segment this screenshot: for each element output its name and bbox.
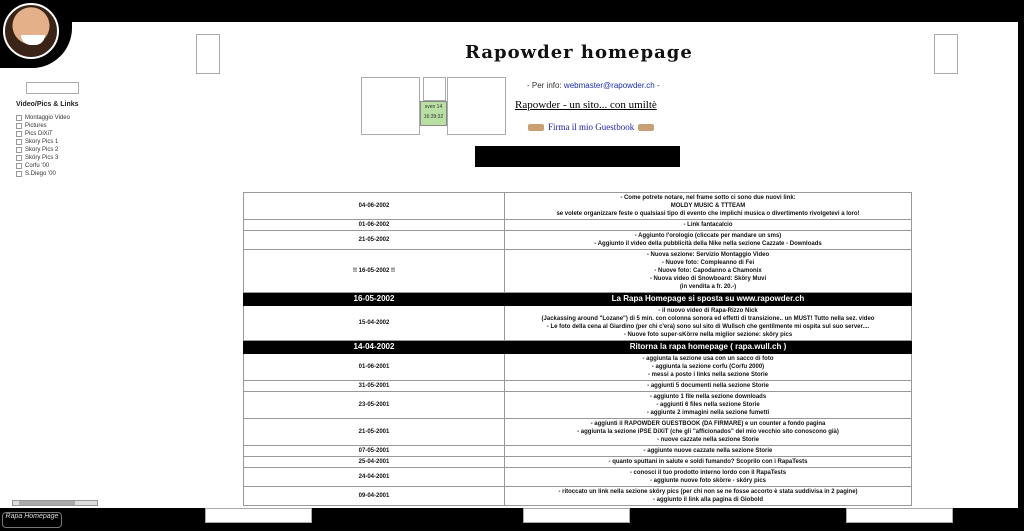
news-line: - Come potrete notare, nel frame sotto ci sono due nuovi link: — [620, 195, 796, 201]
nav-banner-image — [26, 82, 79, 94]
link-icon — [16, 155, 22, 161]
left-frame — [0, 22, 100, 508]
news-line: (Jackassing around "Lozane") di 5 min. con colonna sonora ed effetti di transizione.. un MUST! Tutto nella sez. video — [541, 316, 875, 322]
contact-info: - Per info: webmaster@rapowder.ch - — [527, 81, 660, 90]
news-row — [244, 487, 912, 506]
email-link[interactable]: webmaster@rapowder.ch — [563, 81, 655, 90]
news-date: 09-04-2001 — [244, 487, 505, 506]
news-line: - aggiunti il RAPOWDER GUESTBOOK (DA FIRMARE) e un counter a fondo pagina — [590, 421, 826, 427]
nav-link[interactable]: Skory Pics 1 — [16, 138, 70, 146]
news-date: 14-04-2002 — [244, 341, 505, 354]
nav-link[interactable]: Sköry Pics 3 — [16, 154, 70, 162]
news-row — [244, 250, 912, 293]
link-icon — [16, 123, 22, 129]
news-line: MOLDY MUSIC & TTTEAM — [670, 203, 746, 209]
nav-link[interactable]: Pics DiXiT — [16, 130, 70, 138]
news-line: - Nuove foto: Compleanno di Fei — [661, 260, 755, 266]
news-line: se volete organizzare feste o qualsiasi tipo di evento che implichi musica o divertimento rivolgetevi a loro! — [556, 211, 860, 217]
news-text — [505, 231, 912, 250]
news-line: - aggiunti 5 documenti nella sezione Storie — [647, 383, 769, 389]
top-frame-bar — [0, 0, 1024, 22]
news-date: 04-06-2002 — [244, 193, 505, 220]
news-row — [244, 419, 912, 446]
news-date: !! 16-05-2002 !! — [244, 250, 505, 293]
news-line: - aggiunti 6 files nella sezione Storie — [656, 402, 760, 408]
avatar — [3, 3, 59, 59]
news-date: 15-04-2002 — [244, 306, 505, 341]
link-icon — [16, 147, 22, 153]
clock-widget[interactable]: sven 14 16:39:32 — [420, 101, 447, 126]
news-text — [505, 419, 912, 446]
photo-placeholder — [423, 77, 446, 101]
news-text: Ritorna la rapa homepage ( rapa.wull.ch ) — [505, 341, 912, 354]
banner-image-left — [196, 34, 220, 74]
news-text — [505, 306, 912, 341]
news-row — [244, 381, 912, 392]
news-text — [505, 487, 912, 506]
news-line: - Aggiunto il video della pubblicità della Nike nella sezione Cazzate - Downloads — [594, 241, 822, 247]
news-row — [244, 220, 912, 231]
news-text — [505, 457, 912, 468]
news-line: - aggiunto il link alla pagina di Giobold — [652, 497, 763, 503]
link-icon — [16, 115, 22, 121]
news-line: - Aggiunto l'orologio (cliccate per mandare un sms) — [634, 233, 782, 239]
news-line: - Le foto della cena al Giardino (per chi c'era) sono sul sito di Wullsch che gentilmente mi ospita sul suo server.... — [546, 324, 870, 330]
page-title: Rapowder homepage — [465, 42, 693, 63]
news-line: - aggiunte nuove cazzate nella sezione Storie — [643, 448, 773, 454]
news-section-header — [244, 341, 912, 354]
news-line: - aggiunte 2 immagini nella sezione fumetti — [646, 410, 770, 416]
news-text — [505, 220, 912, 231]
right-frame-edge — [1018, 22, 1024, 508]
news-text — [505, 468, 912, 487]
bottom-link-image[interactable] — [523, 508, 630, 523]
rapa-logo: Rapa Homepage — [2, 512, 62, 528]
news-text — [505, 354, 912, 381]
nav-link[interactable]: Pictures — [16, 122, 70, 130]
news-date: 21-05-2002 — [244, 231, 505, 250]
news-row — [244, 231, 912, 250]
news-row — [244, 446, 912, 457]
news-line: - il nuovo video di Rapa-Rizzo Nick — [658, 308, 758, 314]
link-icon — [16, 163, 22, 169]
nav-link[interactable]: S.Diego '00 — [16, 170, 70, 178]
news-text — [505, 250, 912, 293]
guestbook-icon — [638, 124, 654, 131]
news-line: - aggiunta la sezione iPSE DiXiT (che gli "afficionados" del mio vecchio sito conoscono già) — [577, 429, 839, 435]
news-line: - Nuove foto super-sKörre nella miglior sezione: sköry pics — [623, 332, 793, 338]
news-line: (in vendita a fr. 20.-) — [679, 284, 737, 290]
news-section-header — [244, 293, 912, 306]
nav-link[interactable]: Skory Pics 2 — [16, 146, 70, 154]
news-date: 25-04-2001 — [244, 457, 505, 468]
news-date: 01-06-2001 — [244, 354, 505, 381]
news-date: 07-05-2001 — [244, 446, 505, 457]
news-date: 01-06-2002 — [244, 220, 505, 231]
news-line: - Nuova video di Snowboard: Sköry Muvi — [649, 276, 767, 282]
link-icon — [16, 131, 22, 137]
link-icon — [16, 139, 22, 145]
photo-placeholder — [361, 77, 420, 135]
nav-link[interactable]: Corfu '00 — [16, 162, 70, 170]
nav-title: Video/Pics & Links — [16, 101, 79, 108]
nav-link[interactable]: Montaggio Video — [16, 114, 70, 122]
bottom-link-image[interactable] — [205, 508, 312, 523]
news-text — [505, 446, 912, 457]
guestbook-icon — [528, 124, 544, 131]
news-line: - conosci il tuo prodotto interno lordo con il RapaTests — [629, 470, 787, 476]
news-row — [244, 306, 912, 341]
news-line: - aggiunto 1 file nella sezione downloads — [649, 394, 767, 400]
news-date: 24-04-2001 — [244, 468, 505, 487]
news-row — [244, 468, 912, 487]
news-row — [244, 392, 912, 419]
nav-list — [16, 114, 70, 178]
news-date: 21-05-2001 — [244, 419, 505, 446]
news-line: - aggiunta la sezione usa con un sacco di foto — [642, 356, 774, 362]
counter-bar — [475, 146, 680, 167]
news-line: - Link fantacalcio — [683, 222, 733, 228]
photo-placeholder — [447, 77, 506, 135]
news-line: - Nuova sezione: Servizio Montaggio Video — [646, 252, 770, 258]
news-date: 16-05-2002 — [244, 293, 505, 306]
news-line: - ritoccato un link nella sezione sköry pics (per chi non se ne fosse accorto è stata suddivisa in 2 pagine) — [558, 489, 858, 495]
news-text — [505, 392, 912, 419]
tagline-link[interactable]: Rapowder - un sito... con umiltè — [515, 99, 657, 111]
news-line: - Nuove foto: Capodanno a Chamonix — [654, 268, 762, 274]
news-row — [244, 193, 912, 220]
news-line: - aggiunta la sezione corfu (Corfu 2000) — [651, 364, 765, 370]
horizontal-scrollbar[interactable] — [12, 500, 98, 506]
news-line: - aggiunte nuove foto skörre - sköry pics — [649, 478, 767, 484]
news-text — [505, 381, 912, 392]
news-line: - messi a posto i links nella sezione Storie — [647, 372, 769, 378]
news-table — [243, 192, 912, 506]
news-date: 31-05-2001 — [244, 381, 505, 392]
link-icon — [16, 171, 22, 177]
news-line: - nuove cazzate nella sezione Storie — [656, 437, 760, 443]
news-line: - quanto sputtani in salute e soldi fumando? Scoprilo con i RapaTests — [608, 459, 808, 465]
news-date: 23-05-2001 — [244, 392, 505, 419]
news-row — [244, 457, 912, 468]
bottom-link-image[interactable] — [846, 508, 953, 523]
guestbook-link[interactable]: Firma il mio Guestbook — [524, 122, 658, 132]
news-text — [505, 193, 912, 220]
banner-image-right — [934, 34, 958, 74]
news-row — [244, 354, 912, 381]
news-text: La Rapa Homepage si sposta su www.rapowder.ch — [505, 293, 912, 306]
